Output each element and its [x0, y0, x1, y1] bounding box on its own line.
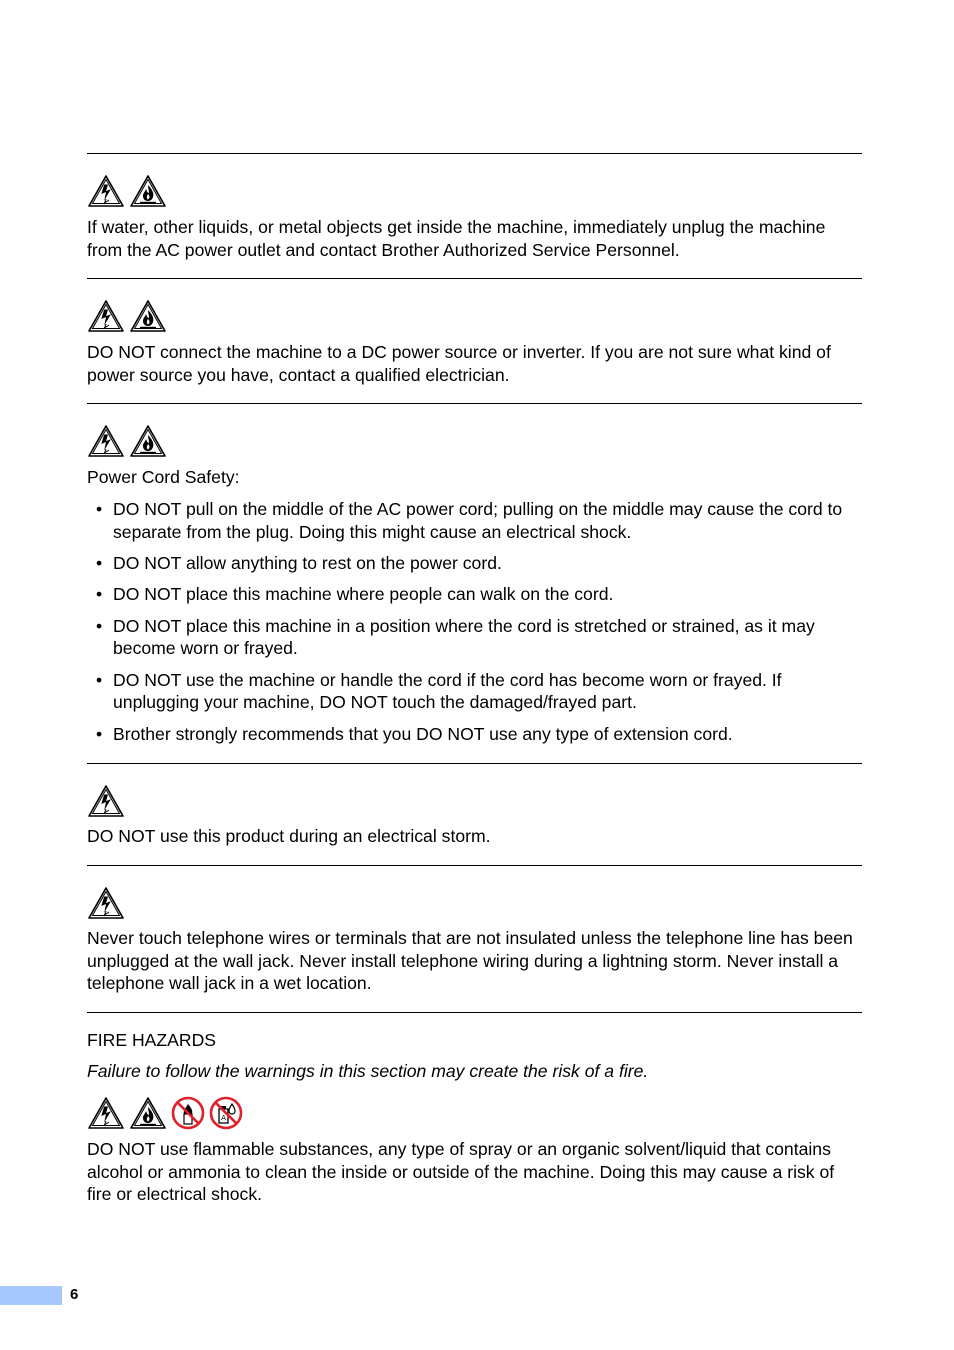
section-divider	[87, 1012, 862, 1013]
section-divider	[87, 403, 862, 404]
electric-shock-warning-icon	[87, 886, 125, 920]
fire-warning-icon	[129, 1096, 167, 1130]
electric-shock-warning-icon	[87, 299, 125, 333]
fire-warning-icon	[129, 424, 167, 458]
fire-hazards-heading: FIRE HAZARDS	[87, 1030, 217, 1050]
warning-icons	[87, 174, 167, 208]
electric-shock-warning-icon	[87, 174, 125, 208]
warning-icons	[87, 784, 125, 818]
fire-hazards-text: DO NOT use flammable substances, any type of spray or an organic solvent/liquid that contains alcohol or ammonia to clean the inside or outside of the machine. Doing this may cause a risk of fire or electrical shock.	[87, 1139, 835, 1205]
list-item: • DO NOT place this machine in a position where the cord is stretched or strained, as it may become worn or frayed.	[87, 615, 862, 660]
electric-shock-warning-icon	[87, 424, 125, 458]
electric-shock-warning-icon	[87, 784, 125, 818]
warning-text: DO NOT use this product during an electrical storm.	[87, 826, 491, 846]
warning-text: If water, other liquids, or metal objects get inside the machine, immediately unplug the machine from the AC power outlet and contact Brother Authorized Service Personnel.	[87, 217, 826, 260]
electric-shock-warning-icon	[87, 1096, 125, 1130]
list-item: • DO NOT allow anything to rest on the power cord.	[87, 552, 862, 575]
section-divider	[87, 865, 862, 866]
section-divider	[87, 763, 862, 764]
power-cord-safety-list	[87, 498, 862, 754]
list-item: • Brother strongly recommends that you DO NOT use any type of extension cord.	[87, 723, 862, 746]
no-flammable-spray-icon	[171, 1096, 205, 1130]
section-divider	[87, 278, 862, 279]
warning-icons	[87, 1096, 243, 1130]
list-item: • DO NOT pull on the middle of the AC power cord; pulling on the middle may cause the cord to separate from the plug. Doing this might cause an electrical shock.	[87, 498, 862, 543]
warning-text: Never touch telephone wires or terminals that are not insulated unless the telephone line has been unplugged at the wall jack. Never install telephone wiring during a lightning storm. Never install a telephone wall jack in a wet location.	[87, 928, 853, 994]
warning-text: DO NOT connect the machine to a DC power source or inverter. If you are not sure what kind of power source you have, contact a qualified electrician.	[87, 342, 831, 385]
list-item: • DO NOT use the machine or handle the cord if the cord has become worn or frayed. If unplugging your machine, DO NOT touch the damaged/frayed part.	[87, 669, 862, 714]
warning-icons	[87, 424, 167, 458]
warning-icons	[87, 299, 167, 333]
fire-hazards-intro: Failure to follow the warnings in this section may create the risk of a fire.	[87, 1061, 649, 1081]
section-divider	[87, 153, 862, 154]
list-item: • DO NOT place this machine where people can walk on the cord.	[87, 583, 862, 606]
fire-warning-icon	[129, 174, 167, 208]
section-heading: Power Cord Safety:	[87, 467, 240, 487]
warning-icons	[87, 886, 125, 920]
fire-warning-icon	[129, 299, 167, 333]
no-solvent-icon	[209, 1096, 243, 1130]
page-accent-bar	[0, 1286, 62, 1305]
page-number: 6	[70, 1286, 79, 1303]
